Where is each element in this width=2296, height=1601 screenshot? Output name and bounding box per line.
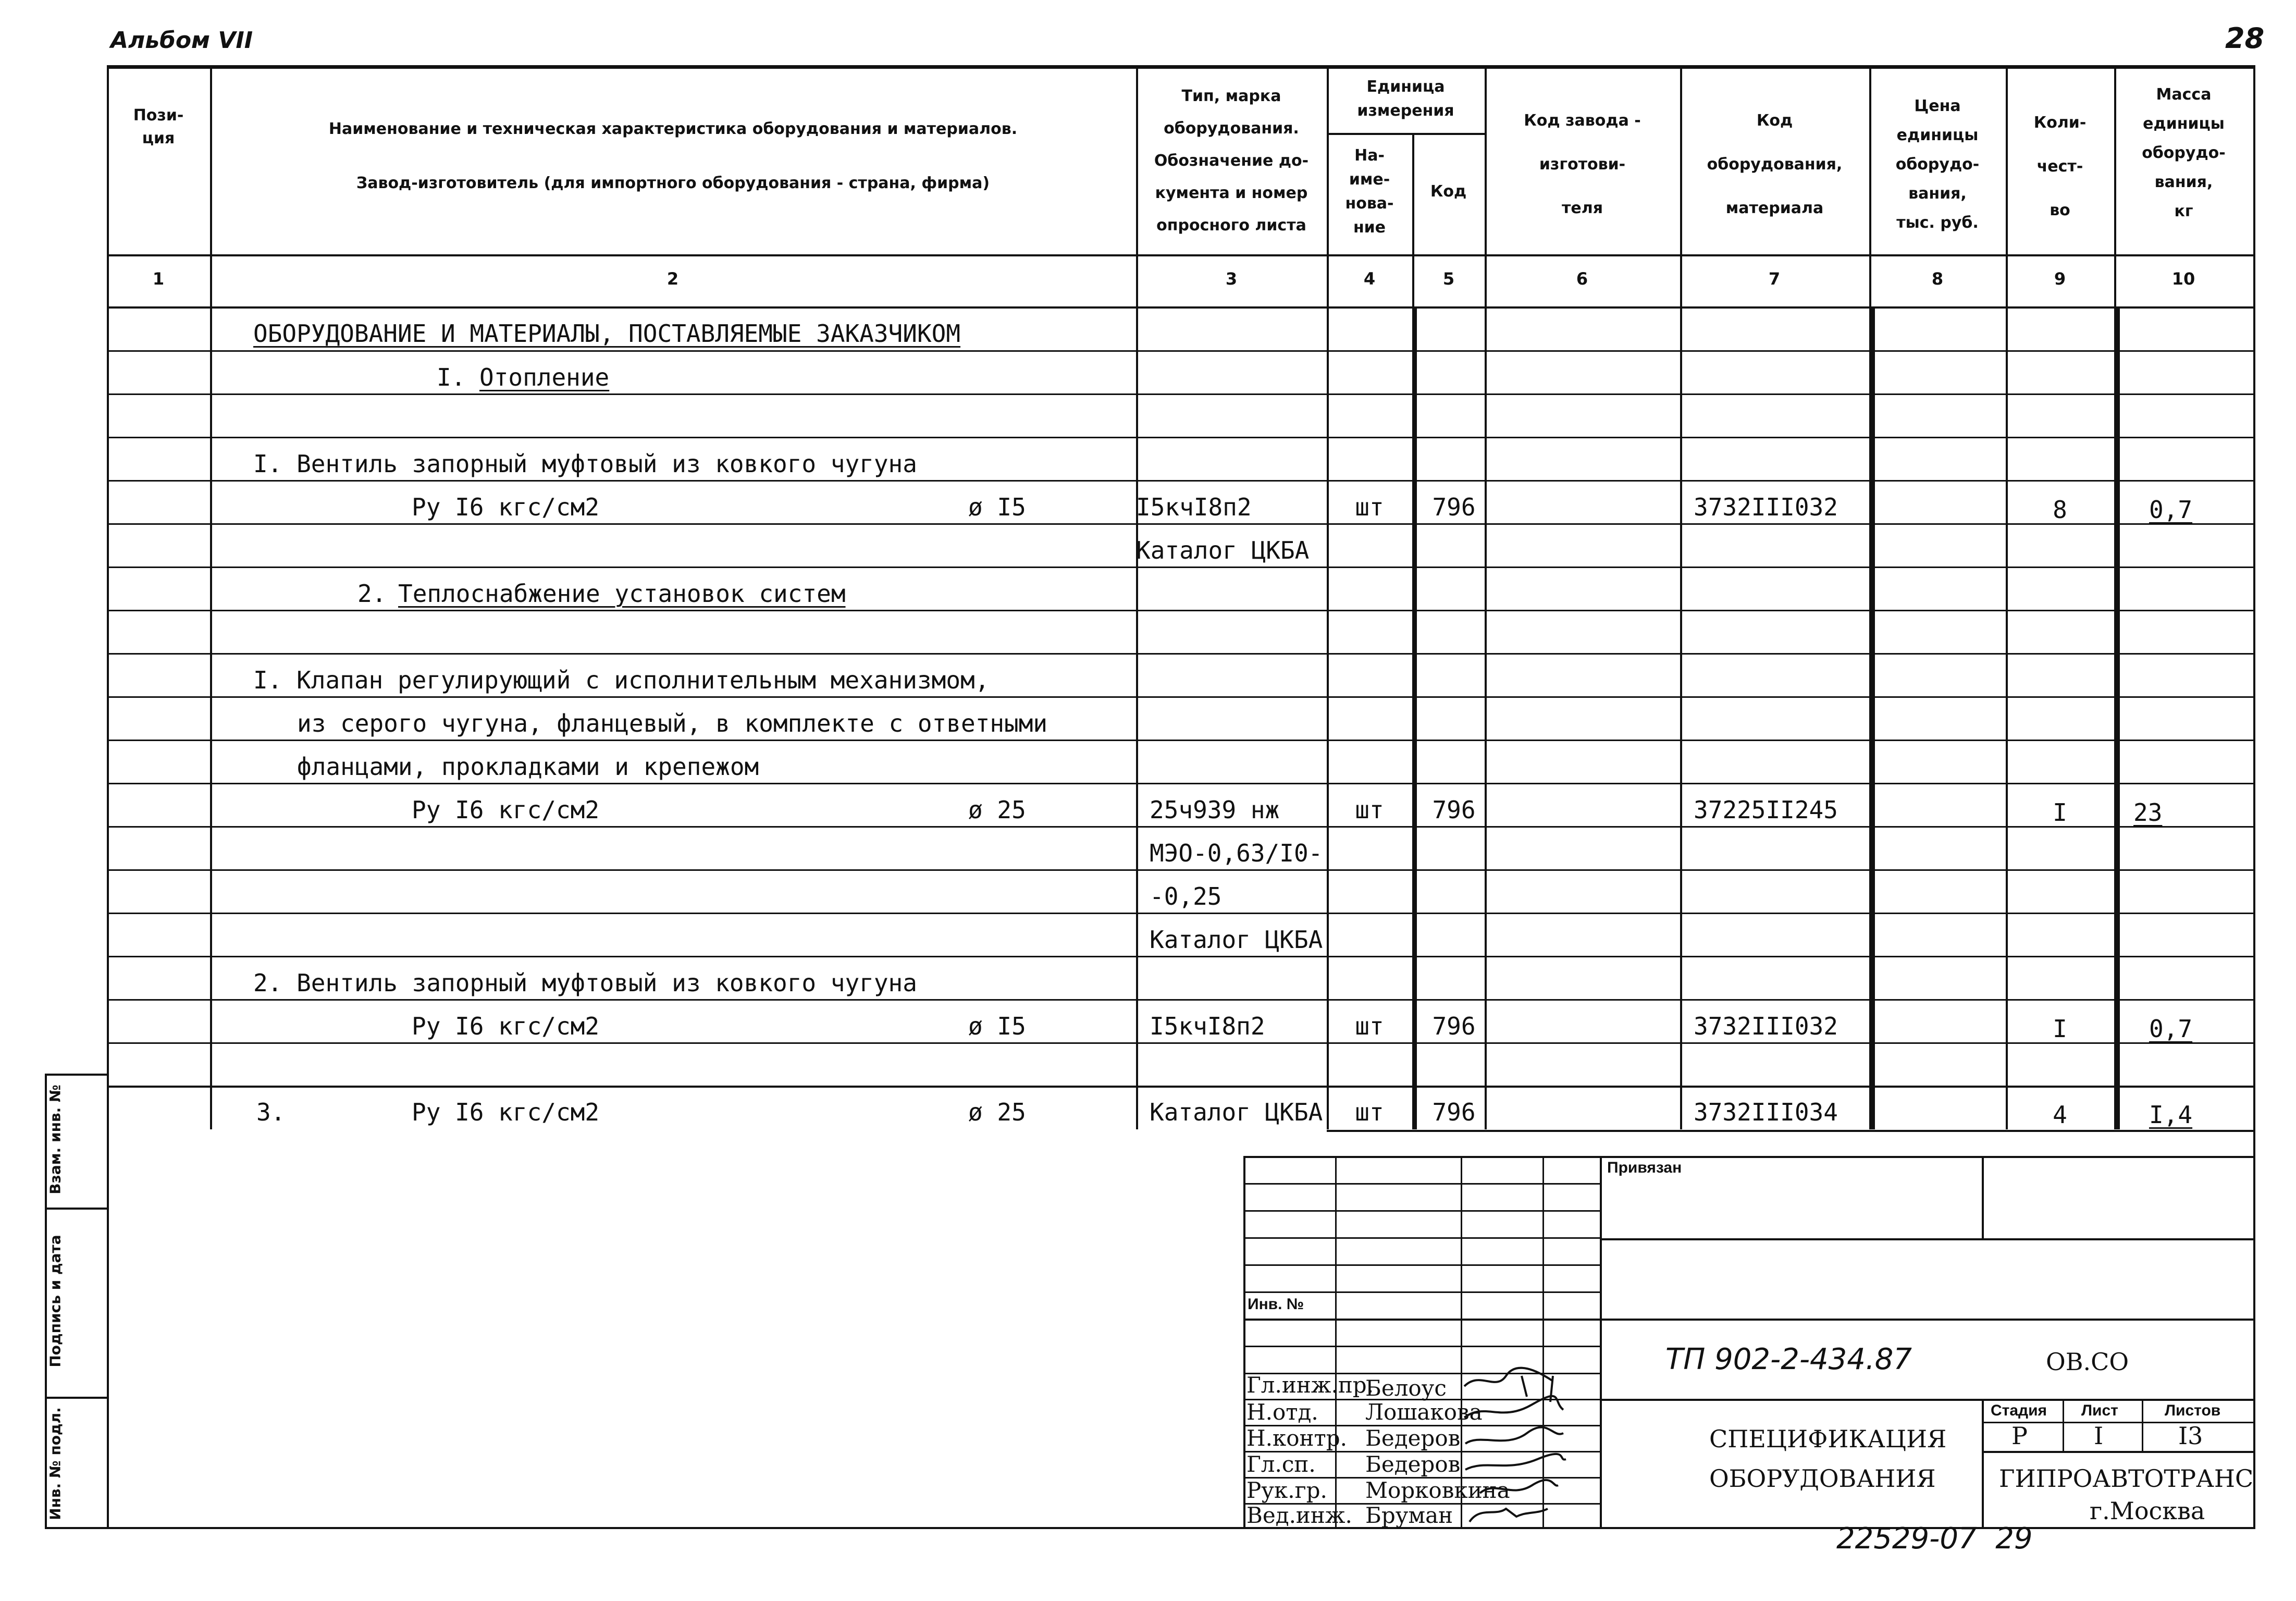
side-label-vzam: Взам. инв. №: [46, 1085, 64, 1194]
item4-unit: шт: [1355, 1098, 1384, 1126]
item2-name-line3: фланцами, прокладками и крепежом: [297, 753, 759, 781]
signer-role: Н.отд.: [1246, 1399, 1318, 1425]
item1-diameter: ø I5: [968, 493, 1026, 521]
header-name-line2: Завод-изготовитель (для импортного оборудования - страна, фирма): [356, 174, 990, 192]
header-material-code: Код оборудования, материала: [1707, 112, 1843, 217]
item4-number: 3.: [256, 1098, 286, 1126]
subsection-2-number: 2.: [357, 580, 387, 608]
signer-role: Н.контр.: [1246, 1425, 1347, 1451]
item2-catalog: Каталог ЦКБА: [1150, 926, 1323, 954]
item2-unit-code: 796: [1432, 796, 1476, 824]
side-label-signature: Подпись и дата: [46, 1235, 64, 1368]
item2-spec: Ру I6 кгс/см2: [412, 796, 600, 824]
column-number: 10: [2171, 269, 2195, 289]
stamp-privyazan: Привязан: [1607, 1159, 1682, 1176]
stamp-inv-no: Инв. №: [1248, 1296, 1304, 1313]
item2-type-line3: -0,25: [1150, 882, 1222, 910]
item2-material-code: 37225II245: [1694, 796, 1838, 824]
signature-scribbles: [1459, 1360, 1574, 1527]
item1-name: I. Вентиль запорный муфтовый из ковкого чугуна: [253, 450, 917, 478]
item1-type: I5кчI8п2: [1136, 493, 1252, 521]
stage-value: Р: [2011, 1422, 2028, 1450]
header-type: Тип, марка оборудования. Обозначение до- кумента и номер опросного листа: [1154, 87, 1309, 235]
item3-quantity: I: [2053, 1015, 2067, 1043]
column-number: 1: [152, 269, 165, 289]
document-title-line1: СПЕЦИФИКАЦИЯ: [1709, 1425, 1947, 1453]
item3-name: 2. Вентиль запорный муфтовый из ковкого чугуна: [253, 969, 917, 997]
item3-diameter: ø I5: [968, 1012, 1026, 1040]
sheet-value: I: [2094, 1422, 2104, 1450]
header-unit-code: Код: [1430, 182, 1467, 201]
item4-unit-code: 796: [1432, 1098, 1476, 1126]
signature-1: [1464, 1368, 1553, 1402]
signer-role: Гл.сп.: [1246, 1451, 1316, 1477]
signature-6: [1470, 1509, 1548, 1522]
signer-name: Бруман: [1365, 1503, 1453, 1528]
header-unit-name: На- име- нова- ние: [1345, 146, 1394, 237]
item3-type: I5кчI8п2: [1150, 1012, 1265, 1040]
item1-catalog: Каталог ЦКБА: [1136, 536, 1310, 564]
stage-label: Стадия: [1991, 1402, 2047, 1419]
signer-name: Бедеров: [1365, 1425, 1461, 1451]
sheet-label: Лист: [2081, 1402, 2118, 1419]
item2-diameter: ø 25: [968, 796, 1026, 824]
organization: ГИПРОАВТОТРАНС: [1999, 1464, 2254, 1493]
city: г.Москва: [2090, 1497, 2205, 1525]
signer-name: Белоус: [1365, 1375, 1447, 1401]
signature-3: [1465, 1427, 1563, 1444]
item2-unit: шт: [1355, 796, 1384, 824]
item3-material-code: 3732III032: [1694, 1012, 1838, 1040]
subsection-1-title: Отопление: [479, 363, 610, 391]
signer-name: Бедеров: [1365, 1451, 1461, 1477]
signature-4: [1465, 1454, 1566, 1470]
item1-unit: шт: [1355, 493, 1384, 521]
column-number: 4: [1363, 269, 1376, 289]
column-number: 6: [1576, 269, 1588, 289]
subsection-1-number: I.: [437, 363, 466, 391]
signature-2: [1464, 1396, 1563, 1418]
sheet-code: ОВ.СО: [2046, 1348, 2129, 1376]
header-position: Пози- ция: [133, 106, 184, 147]
item2-mass: 23: [2133, 798, 2163, 827]
item1-spec: Ру I6 кгс/см2: [412, 493, 600, 521]
page-number: 28: [2225, 22, 2265, 55]
column-number: 2: [666, 269, 679, 289]
archive-number: 22529-07 29: [1836, 1522, 2033, 1556]
header-name-line1: Наименование и техническая характеристика оборудования и материалов.: [328, 120, 1018, 138]
column-number: 9: [2054, 269, 2066, 289]
side-label-inv: Инв. № подл.: [46, 1407, 64, 1520]
document-title-line2: ОБОРУДОВАНИЯ: [1709, 1464, 1936, 1493]
item2-type: 25ч939 нж: [1150, 796, 1280, 824]
signer-name: Морковкина: [1365, 1477, 1510, 1503]
header-unit: Единица измерения: [1357, 78, 1454, 120]
item4-quantity: 4: [2053, 1101, 2067, 1129]
header-factory-code: Код завода - изготови- теля: [1524, 112, 1641, 217]
signer-role: Гл.инж.пр.: [1246, 1372, 1374, 1398]
item4-spec: Ру I6 кгс/см2: [412, 1098, 600, 1126]
subsection-2-title: Теплоснабжение установок систем: [398, 580, 846, 608]
section-title: ОБОРУДОВАНИЕ И МАТЕРИАЛЫ, ПОСТАВЛЯЕМЫЕ ЗАКАЗЧИКОМ: [253, 319, 961, 348]
header-quantity: Коли- чест- во: [2033, 114, 2087, 219]
item3-mass: 0,7: [2149, 1015, 2193, 1043]
item1-unit-code: 796: [1432, 493, 1476, 521]
sheets-label: Листов: [2165, 1402, 2221, 1419]
signer-role: Рук.гр.: [1246, 1477, 1327, 1503]
column-number: 7: [1768, 269, 1781, 289]
sheets-value: I3: [2178, 1422, 2203, 1450]
header-price: Цена единицы оборудо- вания, тыс. руб.: [1895, 97, 1980, 232]
signer-name: Лошакова: [1365, 1399, 1483, 1425]
signer-role: Вед.инж.: [1246, 1503, 1352, 1528]
document-code: ТП 902-2-434.87: [1665, 1343, 1912, 1376]
item1-quantity: 8: [2053, 496, 2067, 524]
item4-diameter: ø 25: [968, 1098, 1026, 1126]
header-mass: Масса единицы оборудо- вания, кг: [2142, 85, 2226, 220]
item2-quantity: I: [2053, 798, 2067, 827]
item4-mass: I,4: [2149, 1101, 2193, 1129]
item2-name-line2: из серого чугуна, фланцевый, в комплекте с ответными: [297, 709, 1048, 737]
item2-type-line2: МЭО-0,63/I0-: [1150, 839, 1323, 867]
column-number: 8: [1931, 269, 1944, 289]
item1-material-code: 3732III032: [1694, 493, 1838, 521]
item3-unit-code: 796: [1432, 1012, 1476, 1040]
album-label: Альбом VII: [110, 27, 253, 54]
item2-name-line1: I. Клапан регулирующий с исполнительным механизмом,: [253, 666, 990, 694]
item4-material-code: 3732III034: [1694, 1098, 1838, 1126]
item4-type: Каталог ЦКБА: [1150, 1098, 1323, 1126]
signature-5: [1480, 1480, 1558, 1493]
item1-mass: 0,7: [2149, 496, 2193, 524]
item3-unit: шт: [1355, 1012, 1384, 1040]
item3-spec: Ру I6 кгс/см2: [412, 1012, 600, 1040]
column-number: 5: [1442, 269, 1455, 289]
column-number: 3: [1225, 269, 1238, 289]
